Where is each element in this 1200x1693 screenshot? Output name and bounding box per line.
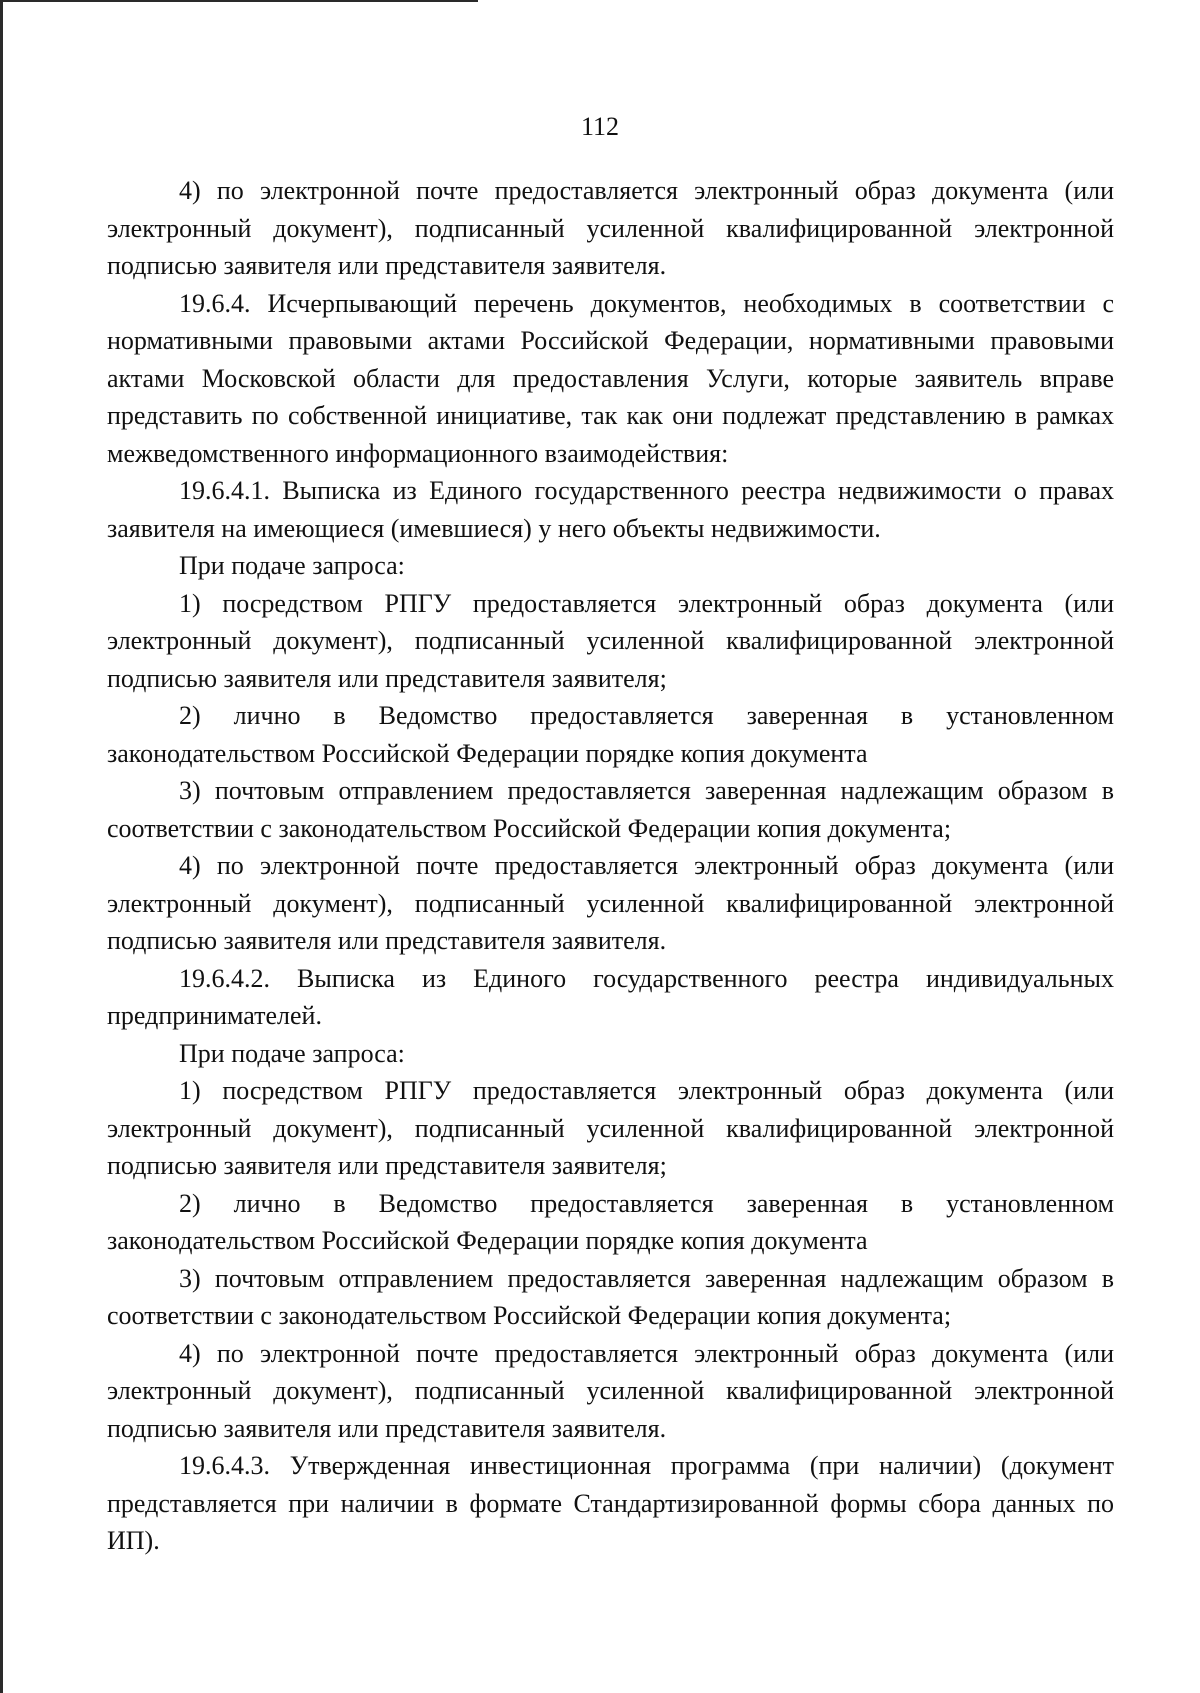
paragraph: 1) посредством РПГУ предоставляется электронный образ документа (или электронный документ), подписанный усиленной квалифицированной электронной подписью заявителя или представителя заявителя; bbox=[107, 1076, 1114, 1180]
paragraph: 19.6.4. Исчерпывающий перечень документов, необходимых в соответствии с нормативными правовыми актами Российской Федерации, нормативными правовыми актами Московской области для предоставления Услуги, которые заявитель вправе представить по собственной инициативе, так как они подлежат представлению в рамках межведомственного информационного взаимодействия: bbox=[107, 288, 1114, 468]
paragraph: 19.6.4.3. Утвержденная инвестиционная программа (при наличии) (документ представляется при наличии в формате Стандартизированной формы сбора данных по ИП). bbox=[107, 1451, 1114, 1555]
document-body bbox=[107, 172, 1114, 1560]
page-number: 112 bbox=[580, 112, 620, 141]
paragraph: 4) по электронной почте предоставляется электронный образ документа (или электронный документ), подписанный усиленной квалифицированной электронной подписью заявителя или представителя заявителя. bbox=[107, 176, 1114, 280]
paragraph: При подаче запроса: bbox=[179, 551, 405, 580]
paragraph: 3) почтовым отправлением предоставляется заверенная надлежащим образом в соответствии с законодательством Российской Федерации копия документа; bbox=[107, 1263, 1114, 1330]
paragraph: 2) лично в Ведомство предоставляется заверенная в установленном законодательством Российской Федерации порядке копия документа bbox=[107, 1188, 1114, 1255]
paragraph: 19.6.4.1. Выписка из Единого государственного реестра недвижимости о правах заявителя на имеющиеся (имевшиеся) у него объекты недвижимости. bbox=[107, 476, 1114, 543]
paragraph: 4) по электронной почте предоставляется электронный образ документа (или электронный документ), подписанный усиленной квалифицированной электронной подписью заявителя или представителя заявителя. bbox=[107, 1338, 1114, 1443]
paragraph: 19.6.4.2. Выписка из Единого государственного реестра индивидуальных предпринимателей. bbox=[107, 963, 1114, 1030]
scan-edge-left bbox=[0, 0, 3, 1693]
paragraph: 2) лично в Ведомство предоставляется заверенная в установленном законодательством Российской Федерации порядке копия документа bbox=[107, 701, 1114, 768]
paragraph: При подаче запроса: bbox=[179, 1038, 405, 1068]
paragraph: 3) почтовым отправлением предоставляется заверенная надлежащим образом в соответствии с законодательством Российской Федерации копия документа; bbox=[107, 776, 1114, 843]
scan-edge-top bbox=[0, 0, 478, 2]
paragraph: 4) по электронной почте предоставляется электронный образ документа (или электронный документ), подписанный усиленной квалифицированной электронной подписью заявителя или представителя заявителя. bbox=[107, 851, 1114, 955]
paragraph: 1) посредством РПГУ предоставляется электронный образ документа (или электронный документ), подписанный усиленной квалифицированной электронной подписью заявителя или представителя заявителя; bbox=[107, 588, 1114, 693]
